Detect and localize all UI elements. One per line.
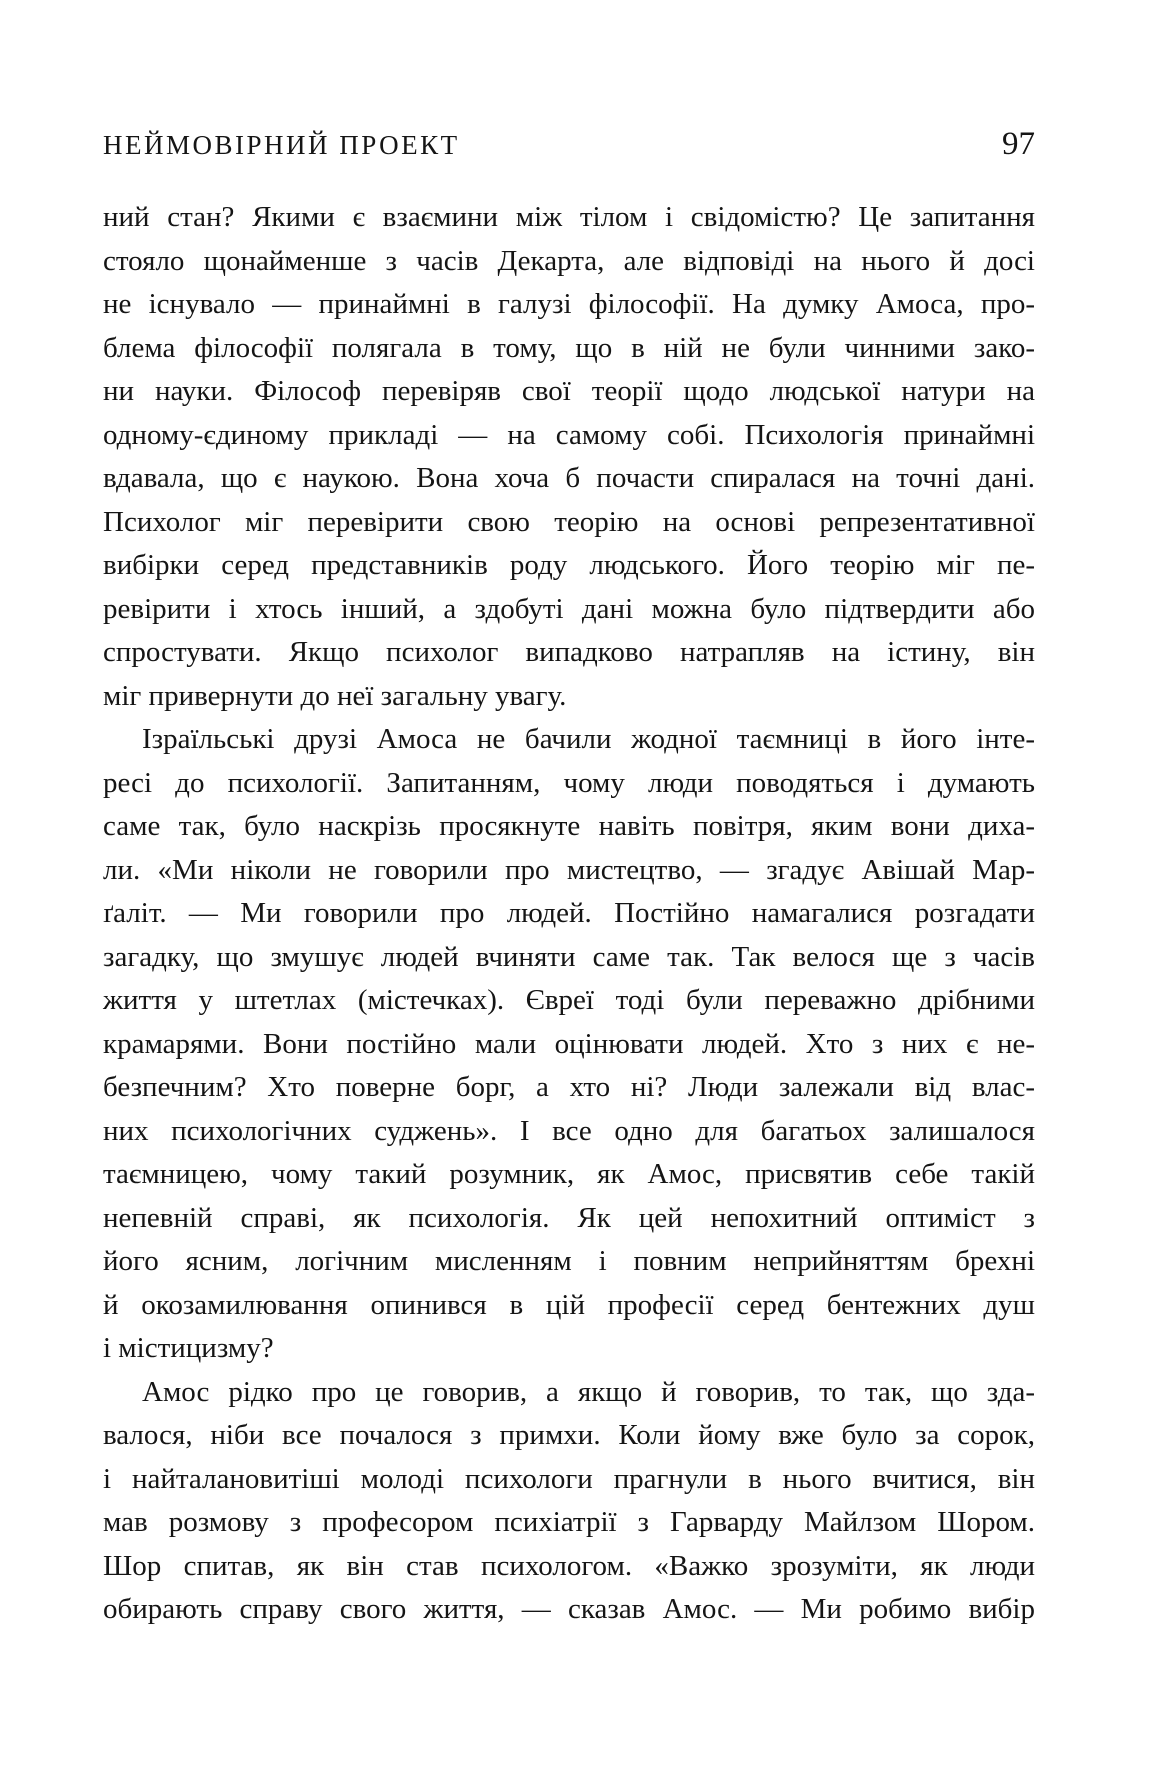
text-line: ґаліт. — Ми говорили про людей. Постійно намагалися розгадати <box>103 897 1035 929</box>
text-line: ли. «Ми ніколи не говорили про мистецтво, — згадує Авішай Мар- <box>103 853 1035 886</box>
text-line: Шор спитав, як він став психологом. «Важко зрозуміти, як люди <box>103 1549 1035 1582</box>
text-line: ревірити і хтось інший, а здобуті дані можна було підтвердити або <box>103 592 1035 625</box>
text-line: міг привернути до неї загальну увагу. <box>103 679 567 712</box>
text-line: непевній справі, як психологія. Як цей непохитний оптиміст з <box>103 1201 1035 1234</box>
text-line: Психолог міг перевірити свою теорію на основі репрезентативної <box>103 505 1035 538</box>
text-line: крамарями. Вони постійно мали оцінювати людей. Хто з них є не- <box>103 1027 1035 1060</box>
page-number: 97 <box>1002 126 1035 162</box>
text-line: загадку, що змушує людей вчиняти саме так. Так велося ще з часів <box>103 940 1035 973</box>
text-line: ний стан? Якими є взаємини між тілом і свідомістю? Це запитання <box>103 201 1035 233</box>
text-line: Ізраїльські друзі Амоса не бачили жодної таємниці в його інте- <box>142 723 1035 755</box>
text-line: й окозамилювання опинився в цій професії серед бентежних душ <box>103 1288 1035 1321</box>
text-line: ни науки. Філософ перевіряв свої теорії щодо людської натури на <box>103 375 1035 407</box>
text-line: спростувати. Якщо психолог випадково натрапляв на істину, він <box>103 636 1035 668</box>
text-line: вибірки серед представників роду людського. Його теорію міг пе- <box>103 549 1035 581</box>
text-line: таємницею, чому такий розумник, як Амос, присвятив себе такій <box>103 1158 1035 1190</box>
text-line: стояло щонайменше з часів Декарта, але відповіді на нього й досі <box>103 244 1035 277</box>
text-line: життя у штетлах (містечках). Євреї тоді були переважно дрібними <box>103 984 1035 1016</box>
text-line: обирають справу свого життя, — сказав Амос. — Ми робимо вибір <box>103 1593 1035 1625</box>
text-line: не існувало — принаймні в галузі філософії. На думку Амоса, про- <box>103 288 1035 320</box>
text-line: безпечним? Хто поверне борг, а хто ні? Люди залежали від влас- <box>103 1071 1035 1103</box>
text-line: його ясним, логічним мисленням і повним неприйняттям брехні <box>103 1245 1035 1277</box>
text-line: вдавала, що є наукою. Вона хоча б почасти спиралася на точні дані. <box>103 462 1035 494</box>
text-line: блема філософії полягала в тому, що в ній не були чинними зако- <box>103 331 1035 364</box>
text-line: Амос рідко про це говорив, а якщо й говорив, то так, що зда- <box>142 1375 1035 1408</box>
text-line: ресі до психології. Запитанням, чому люди поводяться і думають <box>103 766 1035 799</box>
text-line: саме так, було наскрізь просякнуте навіть повітря, яким вони диха- <box>103 810 1035 842</box>
text-line: і найталановитіші молоді психологи прагнули в нього вчитися, він <box>103 1462 1035 1495</box>
body-text <box>103 196 1035 1632</box>
text-line: мав розмову з професором психіатрії з Гарварду Майлзом Шором. <box>103 1506 1035 1538</box>
running-header-title: НЕЙМОВІРНИЙ ПРОЕКТ <box>103 130 460 160</box>
text-line: і містицизму? <box>103 1332 274 1364</box>
text-line: валося, ніби все почалося з примхи. Коли йому вже було за сорок, <box>103 1419 1035 1451</box>
text-line: одному-єдиному прикладі — на самому собі. Психологія принаймні <box>103 418 1035 451</box>
running-header <box>103 126 1035 163</box>
text-line: них психологічних суджень». І все одно для багатьох залишалося <box>103 1114 1035 1147</box>
